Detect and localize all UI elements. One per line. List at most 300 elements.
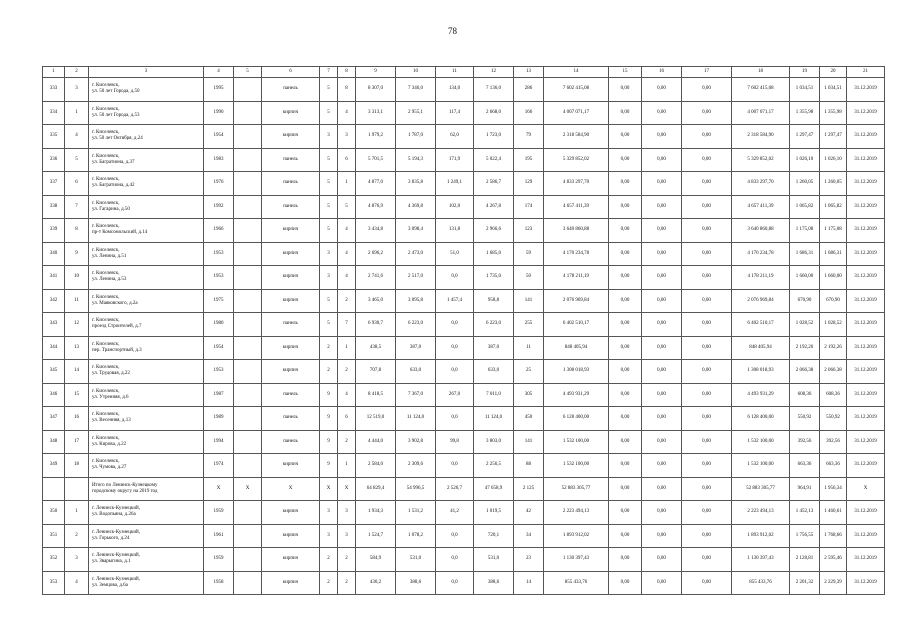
cell-col-2: 3 — [65, 78, 89, 102]
cell-col-20: 608,36 — [820, 383, 847, 407]
cell-col-19: 663,36 — [790, 454, 820, 478]
cell-col-12: 531,0 — [474, 548, 514, 572]
cell-col-8: 3 — [338, 125, 356, 149]
cell-col-11: 1 249,1 — [436, 172, 474, 196]
cell-col-16: 0,00 — [642, 524, 682, 548]
cell-col-9: 1 524,7 — [356, 524, 396, 548]
address-cell — [89, 548, 204, 572]
address-line-2: ул. 50 лет Города, д.53 — [92, 112, 140, 118]
cell-col-13: 23 — [514, 548, 544, 572]
address-line-1: г. Киселевск, — [92, 224, 120, 230]
cell-col-4: 1966 — [204, 219, 234, 243]
cell-col-19: 2 066,38 — [790, 360, 820, 384]
cell-col-20: 2 066,38 — [820, 360, 847, 384]
table-row — [43, 101, 885, 125]
cell-col-5 — [234, 360, 262, 384]
cell-col-19: 1 355,98 — [790, 101, 820, 125]
cell-col-17: 0,00 — [682, 548, 732, 572]
address-line-2: ул. Багратиона, д.42 — [92, 183, 135, 189]
cell-col-9: 4 877,0 — [356, 172, 396, 196]
cell-col-19: 670,90 — [790, 289, 820, 313]
cell-col-15: 0,00 — [609, 477, 642, 501]
cell-col-20: 670,90 — [820, 289, 847, 313]
cell-col-16: 0,00 — [642, 336, 682, 360]
cell-col-4: 1954 — [204, 125, 234, 149]
cell-col-11: 1 457,4 — [436, 289, 474, 313]
cell-col-19: 1 175,08 — [790, 219, 820, 243]
cell-col-6: панель — [262, 430, 320, 454]
cell-col-6: кирпич — [262, 571, 320, 595]
cell-col-2: 12 — [65, 313, 89, 337]
cell-col-17: 0,00 — [682, 219, 732, 243]
cell-col-21: 31.12.2019 — [847, 148, 885, 172]
cell-col-19: 1 026,10 — [790, 148, 820, 172]
cell-col-11: 0,0 — [436, 336, 474, 360]
cell-col-21: 31.12.2019 — [847, 454, 885, 478]
cell-col-9: 2 741,6 — [356, 266, 396, 290]
cell-col-21: 31.12.2019 — [847, 524, 885, 548]
address-line-1: г. Киселевск, — [92, 341, 120, 347]
cell-col-10: 2 309,6 — [396, 454, 436, 478]
cell-col-2: 17 — [65, 430, 89, 454]
cell-col-4: 1976 — [204, 172, 234, 196]
cell-col-10: 388,6 — [396, 571, 436, 595]
cell-col-12: 47 658,9 — [474, 477, 514, 501]
cell-col-7: 5 — [320, 148, 338, 172]
cell-col-8: 1 — [338, 336, 356, 360]
cell-col-9: 2 696,2 — [356, 242, 396, 266]
cell-col-8: 4 — [338, 383, 356, 407]
cell-col-21: 31.12.2019 — [847, 125, 885, 149]
cell-col-21: 31.12.2019 — [847, 195, 885, 219]
cell-col-11: 0,0 — [436, 548, 474, 572]
cell-col-15: 0,00 — [609, 219, 642, 243]
address-line-1: г. Киселевск, — [92, 153, 120, 159]
cell-col-6: кирпич — [262, 336, 320, 360]
cell-col-9: 12 519,0 — [356, 407, 396, 431]
cell-col-13: 2 125 — [514, 477, 544, 501]
cell-col-4: 1995 — [204, 78, 234, 102]
cell-col-21: 31.12.2019 — [847, 360, 885, 384]
cell-col-10: 7 346,0 — [396, 78, 436, 102]
cell-col-12: 6 223,0 — [474, 313, 514, 337]
cell-col-14: 2 318 584,90 — [544, 125, 609, 149]
cell-col-9: 64 829,4 — [356, 477, 396, 501]
cell-col-18: 52 883 305,77 — [732, 477, 790, 501]
address-cell — [89, 242, 204, 266]
cell-col-5 — [234, 172, 262, 196]
cell-col-4: 1987 — [204, 383, 234, 407]
cell-col-18: 2 318 584,90 — [732, 125, 790, 149]
cell-col-4: 1994 — [204, 430, 234, 454]
cell-col-5 — [234, 313, 262, 337]
address-cell — [89, 195, 204, 219]
address-line-2: ул. Гагарина, д.50 — [92, 206, 130, 212]
address-line-2: проезд Строителей, д.7 — [92, 324, 142, 330]
cell-col-15: 0,00 — [609, 289, 642, 313]
cell-col-9: 707,8 — [356, 360, 396, 384]
cell-col-21: 31.12.2019 — [847, 219, 885, 243]
cell-col-10: 4 369,8 — [396, 195, 436, 219]
cell-col-16: 0,00 — [642, 172, 682, 196]
cell-col-20: 1 034,51 — [820, 78, 847, 102]
cell-col-17: 0,00 — [682, 477, 732, 501]
cell-col-16: 0,00 — [642, 430, 682, 454]
table-row — [43, 313, 885, 337]
column-number-4: 4 — [204, 67, 234, 78]
cell-col-10: 387,0 — [396, 336, 436, 360]
cell-col-18: 1 893 912,02 — [732, 524, 790, 548]
cell-col-14: 6 402 510,17 — [544, 313, 609, 337]
cell-col-13: 255 — [514, 313, 544, 337]
column-number-19: 19 — [790, 67, 820, 78]
column-number-7: 7 — [320, 67, 338, 78]
cell-col-9: 4 876,9 — [356, 195, 396, 219]
cell-col-17: 0,00 — [682, 266, 732, 290]
cell-col-5 — [234, 242, 262, 266]
address-line-1: г. Киселевск, — [92, 247, 120, 253]
cell-col-18: 855 433,76 — [732, 571, 790, 595]
cell-col-10: 531,0 — [396, 548, 436, 572]
address-cell — [89, 524, 204, 548]
cell-col-15: 0,00 — [609, 313, 642, 337]
cell-col-14: 4 493 931,29 — [544, 383, 609, 407]
table-row — [43, 266, 885, 290]
cell-col-12: 2 966,6 — [474, 219, 514, 243]
cell-col-2: 7 — [65, 195, 89, 219]
cell-col-13: 141 — [514, 430, 544, 454]
cell-col-10: 1 787,0 — [396, 125, 436, 149]
cell-col-11: 171,9 — [436, 148, 474, 172]
cell-col-13: 25 — [514, 360, 544, 384]
cell-col-13: 59 — [514, 242, 544, 266]
address-line-2: ул. Горького, д.24 — [92, 535, 130, 541]
cell-col-8: 2 — [338, 430, 356, 454]
cell-col-20: 1 175,08 — [820, 219, 847, 243]
cell-col-1 — [43, 477, 65, 501]
cell-col-20: 1 065,82 — [820, 195, 847, 219]
cell-col-13: 79 — [514, 125, 544, 149]
cell-col-8: 1 — [338, 454, 356, 478]
cell-col-17: 0,00 — [682, 501, 732, 525]
cell-col-20: 1 355,98 — [820, 101, 847, 125]
cell-col-15: 0,00 — [609, 501, 642, 525]
cell-col-20: 663,36 — [820, 454, 847, 478]
cell-col-1: 340 — [43, 242, 65, 266]
cell-col-5 — [234, 454, 262, 478]
cell-col-19: 1 034,51 — [790, 78, 820, 102]
address-line-1: г. Киселевск, — [92, 365, 120, 371]
address-cell — [89, 571, 204, 595]
cell-col-8: 6 — [338, 148, 356, 172]
cell-col-12: 633,0 — [474, 360, 514, 384]
cell-col-5 — [234, 548, 262, 572]
cell-col-21: 31.12.2019 — [847, 571, 885, 595]
cell-col-14: 1 893 912,02 — [544, 524, 609, 548]
cell-col-13: 129 — [514, 172, 544, 196]
cell-col-13: 450 — [514, 407, 544, 431]
table-row — [43, 125, 885, 149]
cell-col-20: 2 595,46 — [820, 548, 847, 572]
cell-col-13: 174 — [514, 195, 544, 219]
cell-col-21: 31.12.2019 — [847, 548, 885, 572]
address-line-2: ул. Маяковского, д.2а — [92, 300, 138, 306]
cell-col-2: 15 — [65, 383, 89, 407]
cell-col-15: 0,00 — [609, 383, 642, 407]
cell-col-14: 4 007 071,17 — [544, 101, 609, 125]
cell-col-7: 3 — [320, 266, 338, 290]
cell-col-15: 0,00 — [609, 430, 642, 454]
cell-col-9: 2 584,0 — [356, 454, 396, 478]
cell-col-7: 3 — [320, 125, 338, 149]
cell-col-13: 11 — [514, 336, 544, 360]
address-line-2: ул. Чумова, д.27 — [92, 465, 127, 471]
cell-col-18: 2 076 969,84 — [732, 289, 790, 313]
cell-col-19: 608,36 — [790, 383, 820, 407]
cell-col-5 — [234, 524, 262, 548]
cell-col-6: панель — [262, 148, 320, 172]
cell-col-4: 1961 — [204, 524, 234, 548]
cell-col-1: 352 — [43, 548, 65, 572]
cell-col-8: 1 — [338, 172, 356, 196]
cell-col-2: 1 — [65, 101, 89, 125]
cell-col-10: 3 902,8 — [396, 430, 436, 454]
cell-col-21: 31.12.2019 — [847, 172, 885, 196]
table-row — [43, 78, 885, 102]
column-number-10: 10 — [396, 67, 436, 78]
cell-col-6: кирпич — [262, 501, 320, 525]
cell-col-18: 1 532 100,00 — [732, 454, 790, 478]
table-row — [43, 172, 885, 196]
cell-col-9: 584,9 — [356, 548, 396, 572]
cell-col-7: 5 — [320, 101, 338, 125]
cell-col-5: X — [234, 477, 262, 501]
column-number-2: 2 — [65, 67, 89, 78]
cell-col-14: 1 130 397,43 — [544, 548, 609, 572]
cell-col-7: 5 — [320, 313, 338, 337]
cell-col-8: 3 — [338, 524, 356, 548]
cell-col-21: 31.12.2019 — [847, 501, 885, 525]
cell-col-21: 31.12.2019 — [847, 289, 885, 313]
address-line-2: ул. Багратиона, д.37 — [92, 159, 135, 165]
cell-col-12: 5 022,4 — [474, 148, 514, 172]
address-line-1: г. Ленинск-Кузнецкий, — [92, 529, 140, 535]
cell-col-16: 0,00 — [642, 454, 682, 478]
address-cell — [89, 101, 204, 125]
cell-col-21: 31.12.2019 — [847, 407, 885, 431]
total-row — [43, 477, 885, 501]
cell-col-16: 0,00 — [642, 501, 682, 525]
cell-col-15: 0,00 — [609, 125, 642, 149]
cell-col-21: 31.12.2019 — [847, 266, 885, 290]
cell-col-1: 349 — [43, 454, 65, 478]
cell-col-2: 6 — [65, 172, 89, 196]
cell-col-5 — [234, 219, 262, 243]
cell-col-9: 3 313,1 — [356, 101, 396, 125]
cell-col-4: 1975 — [204, 289, 234, 313]
cell-col-7: 9 — [320, 383, 338, 407]
cell-col-5 — [234, 501, 262, 525]
address-line-2: ул. 50 лет Города, д.50 — [92, 89, 140, 95]
cell-col-14: 3 640 860,88 — [544, 219, 609, 243]
cell-col-19: 1 452,13 — [790, 501, 820, 525]
cell-col-1: 350 — [43, 501, 65, 525]
cell-col-7: 9 — [320, 430, 338, 454]
cell-col-19: 2 201,32 — [790, 571, 820, 595]
address-line-1: г. Киселевск, — [92, 318, 120, 324]
cell-col-6: кирпич — [262, 219, 320, 243]
cell-col-6: панель — [262, 407, 320, 431]
table-row — [43, 571, 885, 595]
address-line-2: ул. Трудовая, д.22 — [92, 371, 130, 377]
cell-col-4: 1958 — [204, 571, 234, 595]
cell-col-4: 1983 — [204, 148, 234, 172]
table-row — [43, 383, 885, 407]
cell-col-16: 0,00 — [642, 477, 682, 501]
table-row — [43, 336, 885, 360]
cell-col-16: 0,00 — [642, 313, 682, 337]
cell-col-17: 0,00 — [682, 407, 732, 431]
cell-col-4: 1953 — [204, 266, 234, 290]
cell-col-7: 3 — [320, 524, 338, 548]
cell-col-20: 1 686,31 — [820, 242, 847, 266]
cell-col-8: 2 — [338, 360, 356, 384]
cell-col-8: 4 — [338, 219, 356, 243]
cell-col-11: 0,0 — [436, 571, 474, 595]
cell-col-10: 54 996,5 — [396, 477, 436, 501]
cell-col-13: 123 — [514, 219, 544, 243]
cell-col-16: 0,00 — [642, 101, 682, 125]
cell-col-6: кирпич — [262, 454, 320, 478]
cell-col-4: 1992 — [204, 195, 234, 219]
cell-col-16: 0,00 — [642, 548, 682, 572]
table-row — [43, 454, 885, 478]
address-line-2: ул. Утренняя, д.6 — [92, 394, 129, 400]
cell-col-7: 3 — [320, 501, 338, 525]
cell-col-21: 31.12.2019 — [847, 242, 885, 266]
cell-col-10: 2 517,0 — [396, 266, 436, 290]
cell-col-18: 7 602 415,08 — [732, 78, 790, 102]
cell-col-20: 1 660,00 — [820, 266, 847, 290]
cell-col-4: 1980 — [204, 313, 234, 337]
cell-col-15: 0,00 — [609, 266, 642, 290]
cell-col-16: 0,00 — [642, 78, 682, 102]
cell-col-6: панель — [262, 383, 320, 407]
cell-col-5 — [234, 78, 262, 102]
cell-col-2: 14 — [65, 360, 89, 384]
cell-col-15: 0,00 — [609, 360, 642, 384]
cell-col-7: 2 — [320, 571, 338, 595]
cell-col-15: 0,00 — [609, 454, 642, 478]
column-number-16: 16 — [642, 67, 682, 78]
cell-col-1: 347 — [43, 407, 65, 431]
address-line-1: г. Ленинск-Кузнецкий, — [92, 506, 140, 512]
cell-col-14: 848 405,94 — [544, 336, 609, 360]
cell-col-11: 0,0 — [436, 454, 474, 478]
cell-col-7: 9 — [320, 407, 338, 431]
cell-col-10: 2 955,1 — [396, 101, 436, 125]
address-cell — [89, 501, 204, 525]
address-cell — [89, 430, 204, 454]
cell-col-1: 345 — [43, 360, 65, 384]
cell-col-5 — [234, 195, 262, 219]
address-cell — [89, 78, 204, 102]
address-line-2: ул. 50 лет Октября, д.24 — [92, 136, 143, 142]
cell-col-12: 4 267,8 — [474, 195, 514, 219]
cell-col-11: 0,0 — [436, 266, 474, 290]
cell-col-11: 131,8 — [436, 219, 474, 243]
cell-col-1: 333 — [43, 78, 65, 102]
cell-col-13: 166 — [514, 101, 544, 125]
cell-col-7: 3 — [320, 242, 338, 266]
cell-col-15: 0,00 — [609, 172, 642, 196]
cell-col-12: 1 019,5 — [474, 501, 514, 525]
cell-col-12: 1 685,0 — [474, 242, 514, 266]
cell-col-15: 0,00 — [609, 78, 642, 102]
address-line-2: ул. Весенняя, д.13 — [92, 418, 131, 424]
address-cell — [89, 172, 204, 196]
cell-col-10: 2 473,0 — [396, 242, 436, 266]
address-line-1: Итого по Ленинск-Кузнецкому — [92, 482, 158, 488]
table-row — [43, 195, 885, 219]
cell-col-14: 4 833 297,70 — [544, 172, 609, 196]
address-line-1: г. Киселевск, — [92, 83, 120, 89]
cell-col-17: 0,00 — [682, 430, 732, 454]
cell-col-16: 0,00 — [642, 195, 682, 219]
cell-col-6: панель — [262, 313, 320, 337]
cell-col-2: 18 — [65, 454, 89, 478]
cell-col-20: 2 229,39 — [820, 571, 847, 595]
address-cell — [89, 148, 204, 172]
column-number-6: 6 — [262, 67, 320, 78]
cell-col-9: 430,2 — [356, 571, 396, 595]
address-line-1: г. Киселевск, — [92, 388, 120, 394]
cell-col-8: 2 — [338, 289, 356, 313]
cell-col-2: 16 — [65, 407, 89, 431]
cell-col-20: 1 297,47 — [820, 125, 847, 149]
cell-col-18: 4 178 211,19 — [732, 266, 790, 290]
column-number-18: 18 — [732, 67, 790, 78]
cell-col-12: 2 586,7 — [474, 172, 514, 196]
cell-col-18: 4 007 071,17 — [732, 101, 790, 125]
table-row — [43, 242, 885, 266]
cell-col-18: 2 223 494,13 — [732, 501, 790, 525]
address-cell — [89, 219, 204, 243]
address-line-1: г. Ленинск-Кузнецкий, — [92, 553, 140, 559]
cell-col-10: 1 531,2 — [396, 501, 436, 525]
cell-col-4: 1959 — [204, 501, 234, 525]
address-line-1: г. Киселевск, — [92, 177, 120, 183]
cell-col-19: 964,91 — [790, 477, 820, 501]
address-line-2: ул. Зварыгина, д.1 — [92, 559, 131, 565]
cell-col-16: 0,00 — [642, 242, 682, 266]
cell-col-16: 0,00 — [642, 148, 682, 172]
cell-col-2: 13 — [65, 336, 89, 360]
cell-col-4: 1953 — [204, 360, 234, 384]
cell-col-12: 1 723,0 — [474, 125, 514, 149]
cell-col-1: 334 — [43, 101, 65, 125]
column-number-11: 11 — [436, 67, 474, 78]
cell-col-11: 2 526,7 — [436, 477, 474, 501]
cell-col-1: 337 — [43, 172, 65, 196]
address-cell — [89, 289, 204, 313]
cell-col-21: 31.12.2019 — [847, 336, 885, 360]
cell-col-21: X — [847, 477, 885, 501]
cell-col-15: 0,00 — [609, 148, 642, 172]
cell-col-20: 1 956,34 — [820, 477, 847, 501]
cell-col-21: 31.12.2019 — [847, 101, 885, 125]
column-number-12: 12 — [474, 67, 514, 78]
